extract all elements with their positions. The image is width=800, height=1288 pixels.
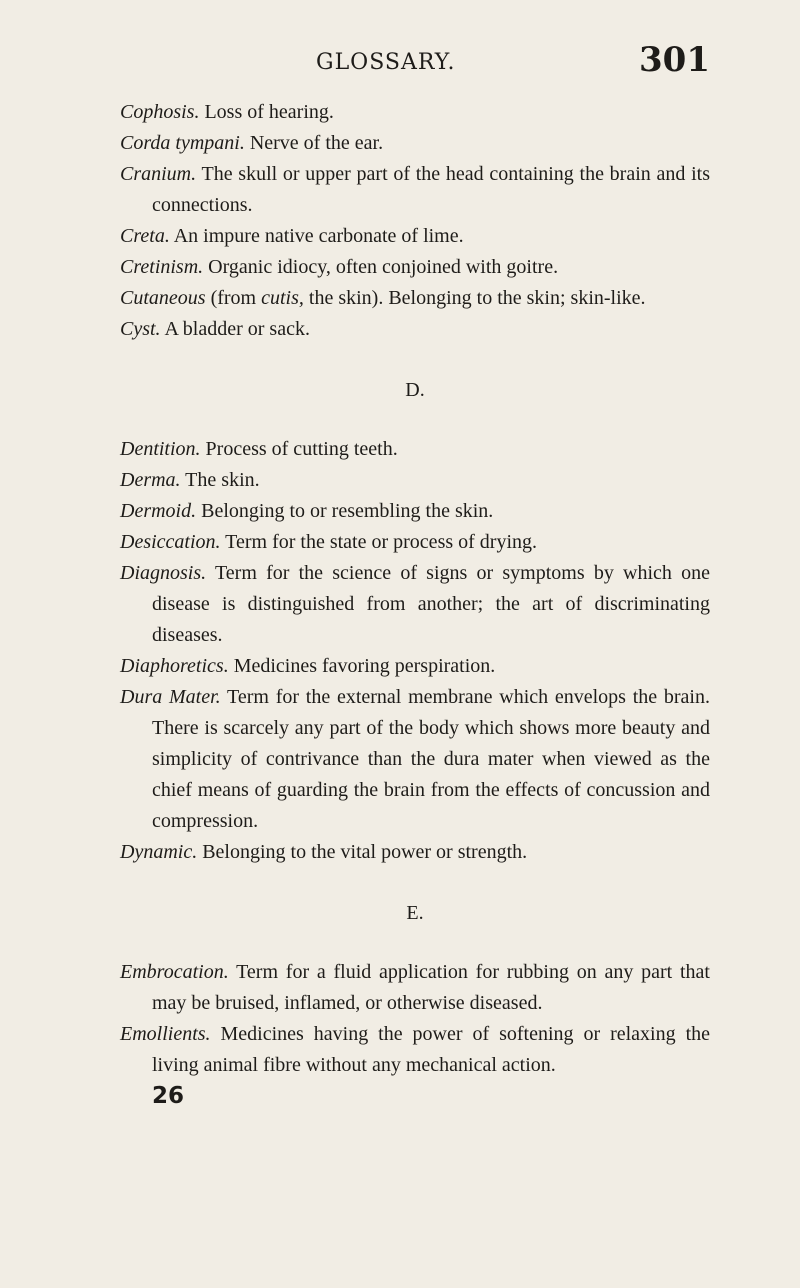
- glossary-entry-diaphoretics: [120, 651, 710, 682]
- entry-definition: Term for a fluid application for rubbing on any part that may be bruised, inflamed, or otherwise diseased.: [152, 961, 710, 1014]
- glossary-entry-derma: [120, 465, 710, 496]
- section-heading-d: D.: [405, 379, 425, 401]
- entry-definition: The skin.: [180, 469, 260, 491]
- entry-term: Dynamic.: [120, 841, 198, 863]
- entry-definition-pre: (from: [205, 287, 262, 309]
- entry-definition: Organic idiocy, often conjoined with goitre.: [203, 256, 559, 278]
- entry-definition: Belonging to the vital power or strength.: [197, 841, 528, 863]
- entry-term: Cranium.: [120, 163, 197, 185]
- section-c: [120, 97, 710, 345]
- entry-definition: Medicines having the power of softening or relaxing the living animal fibre without any mechanical action.: [152, 1023, 710, 1076]
- section-heading-e: E.: [406, 902, 424, 924]
- glossary-entry-emollients: [120, 1019, 710, 1081]
- entry-term: Embrocation.: [120, 961, 229, 983]
- entry-term: Dura Mater.: [120, 686, 221, 708]
- glossary-body: [120, 97, 710, 1112]
- entry-term: Diagnosis.: [120, 562, 207, 584]
- entry-definition: Loss of hearing.: [199, 101, 334, 123]
- glossary-entry-dynamic: [120, 837, 710, 868]
- entry-definition: Nerve of the ear.: [244, 132, 384, 154]
- entry-definition: An impure native carbonate of lime.: [169, 225, 464, 247]
- entry-term: Corda tympani.: [120, 132, 245, 154]
- entry-definition: Term for the science of signs or symptoms by which one disease is distinguished from another; the art of discriminating diseases.: [152, 562, 710, 646]
- glossary-entry-cretinism: [120, 252, 710, 283]
- glossary-entry-corda-tympani: [120, 128, 710, 159]
- entry-term: Derma.: [120, 469, 181, 491]
- glossary-entry-cophosis: [120, 97, 710, 128]
- glossary-entry-creta: [120, 221, 710, 252]
- glossary-entry-dura-mater: [120, 682, 710, 837]
- entry-term: Cretinism.: [120, 256, 204, 278]
- entry-definition: Term for the state or process of drying.: [220, 531, 538, 553]
- page-number: 301: [639, 40, 710, 80]
- glossary-entry-dentition: [120, 434, 710, 465]
- glossary-entry-cutaneous: [120, 283, 710, 314]
- glossary-entry-dermoid: [120, 496, 710, 527]
- entry-term: Dermoid.: [120, 500, 197, 522]
- entry-term: Emollients.: [120, 1023, 211, 1045]
- entry-definition: Belonging to or resembling the skin.: [196, 500, 494, 522]
- glossary-entry-embrocation: [120, 957, 710, 1019]
- glossary-entry-cyst: [120, 314, 710, 345]
- entry-term: Dentition.: [120, 438, 201, 460]
- glossary-entry-desiccation: [120, 527, 710, 558]
- entry-definition: the skin). Belonging to the skin; skin-like.: [303, 287, 646, 309]
- entry-term: Cutaneous: [120, 287, 206, 309]
- entry-term: Cyst.: [120, 318, 161, 340]
- entry-term: Desiccation.: [120, 531, 221, 553]
- entry-inline-term: cutis,: [261, 287, 304, 309]
- entry-definition: Process of cutting teeth.: [200, 438, 398, 460]
- section-d: [120, 434, 710, 868]
- glossary-entry-cranium: [120, 159, 710, 221]
- signature-mark: 26: [152, 1083, 185, 1109]
- entry-term: Creta.: [120, 225, 170, 247]
- running-head-title: GLOSSARY.: [316, 50, 456, 75]
- entry-definition: Term for the external membrane which envelops the brain. There is scarcely any part of the body which shows more beauty and simplicity of contrivance than the dura mater when viewed as the chief means of guarding the brain from the effects of concussion and compression.: [152, 686, 710, 832]
- entry-definition: Medicines favoring perspiration.: [228, 655, 496, 677]
- glossary-entry-diagnosis: [120, 558, 710, 651]
- running-head: [120, 40, 710, 80]
- entry-term: Cophosis.: [120, 101, 200, 123]
- entry-definition: A bladder or sack.: [160, 318, 310, 340]
- entry-term: Diaphoretics.: [120, 655, 229, 677]
- entry-definition: The skull or upper part of the head containing the brain and its connections.: [152, 163, 710, 216]
- section-e: [120, 957, 710, 1081]
